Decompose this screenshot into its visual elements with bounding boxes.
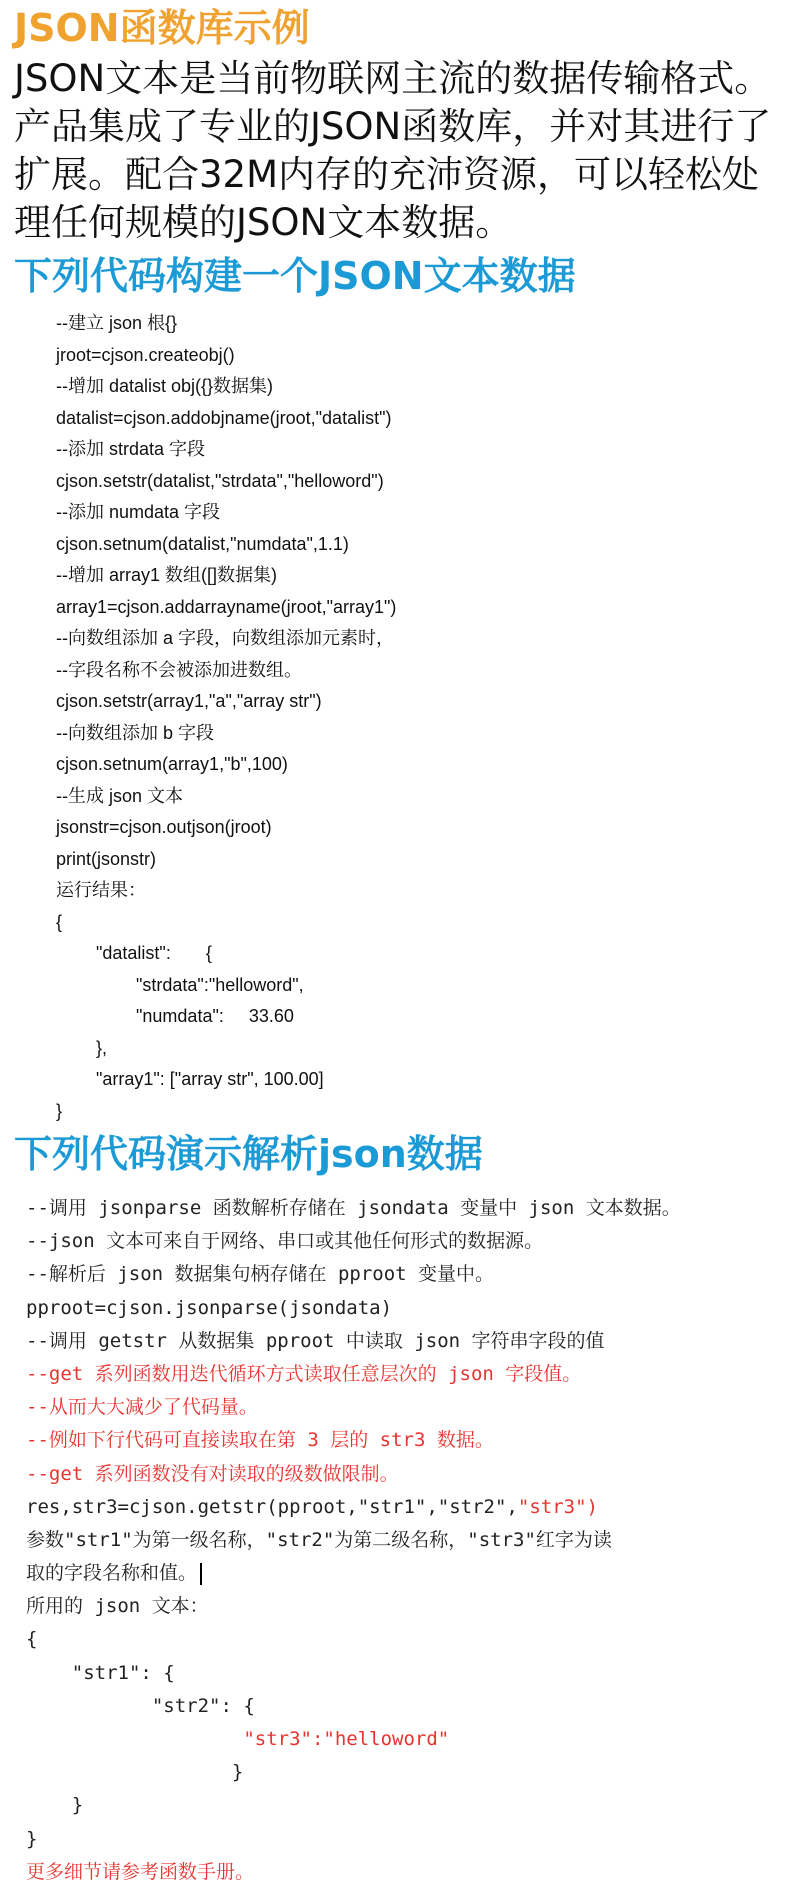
code-line: jroot=cjson.createobj() [56,344,235,365]
code-line: --向数组添加 a 字段，向数组添加元素时， [56,628,394,648]
code-line: "datalist": { [56,943,212,963]
text-cursor [200,1563,202,1585]
code-line: } [26,1827,38,1850]
code-line: "str2": { [26,1694,255,1717]
code-line-highlight: --例如下行代码可直接读取在第 3 层的 str3 数据。 [26,1429,494,1452]
code-line-highlight: --从而大大减少了代码量。 [26,1396,258,1419]
code-line: cjson.setstr(array1,"a","array str") [56,691,322,711]
intro-line: 产品集成了专业的JSON函数库，并对其进行了 [14,105,772,148]
code-line: { [56,911,63,932]
code-line: "array1": ["array str", 100.00] [56,1069,324,1089]
build-code-block [56,308,796,1127]
code-line: pproot=cjson.jsonparse(jsondata) [26,1296,393,1319]
code-line: --json 文本可来自于网络、串口或其他任何形式的数据源。 [26,1230,544,1253]
code-line: cjson.setstr(datalist,"strdata","helloword") [56,470,384,491]
intro-paragraph [14,55,794,247]
code-line-highlight: --get 系列函数没有对读取的级数做限制。 [26,1462,399,1485]
intro-line: 理任何规模的JSON文本数据。 [14,201,513,244]
intro-line: 扩展。配合32M内存的充沛资源，可以轻松处 [14,153,760,196]
parse-code-block [26,1192,796,1889]
code-line: --添加 strdata 字段 [56,439,206,459]
page-title: JSON函数库示例 [14,6,310,50]
code-line: --添加 numdata 字段 [56,502,221,522]
code-line: --生成 json 文本 [56,785,184,806]
code-line: "strdata":"helloword", [56,974,304,995]
code-line [26,1491,796,1524]
code-line: } [26,1794,84,1817]
section-heading-parse: 下列代码演示解析json数据 [14,1132,483,1176]
code-line: } [26,1761,244,1784]
code-line: jsonstr=cjson.outjson(jroot) [56,817,272,837]
code-line: --字段名称不会被添加进数组。 [56,659,302,680]
code-line: } [56,1100,63,1121]
code-fragment: res,str3=cjson.getstr(pproot,"str1","str2", [26,1495,518,1518]
code-line: 参数"str1"为第一级名称，"str2"为第二级名称，"str3"红字为读 [26,1528,612,1551]
code-line: "numdata": 33.60 [56,1006,294,1026]
code-line: --增加 array1 数组([]数据集) [56,565,278,585]
code-line: cjson.setnum(array1,"b",100) [56,754,288,774]
code-line: cjson.setnum(datalist,"numdata",1.1) [56,533,349,554]
code-line: --解析后 json 数据集句柄存储在 pproot 变量中。 [26,1263,495,1286]
code-line: --调用 jsonparse 函数解析存储在 jsondata 变量中 json 文本数据。 [26,1197,681,1219]
code-line [26,1557,796,1590]
code-line: 运行结果： [56,880,146,900]
code-line-highlight: 更多细节请参考函数手册。 [26,1860,255,1883]
code-line-highlight: "str3":"helloword" [26,1728,450,1750]
code-line: --增加 datalist obj({}数据集) [56,376,274,396]
code-line: "str1": { [26,1661,175,1684]
section-heading-build: 下列代码构建一个JSON文本数据 [14,254,576,298]
code-line: print(jsonstr) [56,848,157,869]
code-fragment: 取的字段名称和值。 [26,1562,198,1585]
code-line: 所用的 json 文本： [26,1595,209,1618]
code-line: datalist=cjson.addobjname(jroot,"datalist") [56,407,392,428]
code-line: { [26,1628,38,1651]
code-line: }, [56,1037,108,1058]
intro-line: JSON文本是当前物联网主流的数据传输格式。 [14,57,772,100]
code-line: --向数组添加 b 字段 [56,722,215,743]
code-line: --调用 getstr 从数据集 pproot 中读取 json 字符串字段的值 [26,1329,605,1352]
code-line-highlight: --get 系列函数用迭代循环方式读取任意层次的 json 字段值。 [26,1362,582,1385]
code-line: --建立 json 根{} [56,313,178,333]
code-fragment-highlight: "str3") [517,1495,598,1518]
code-line: array1=cjson.addarrayname(jroot,"array1") [56,596,397,617]
